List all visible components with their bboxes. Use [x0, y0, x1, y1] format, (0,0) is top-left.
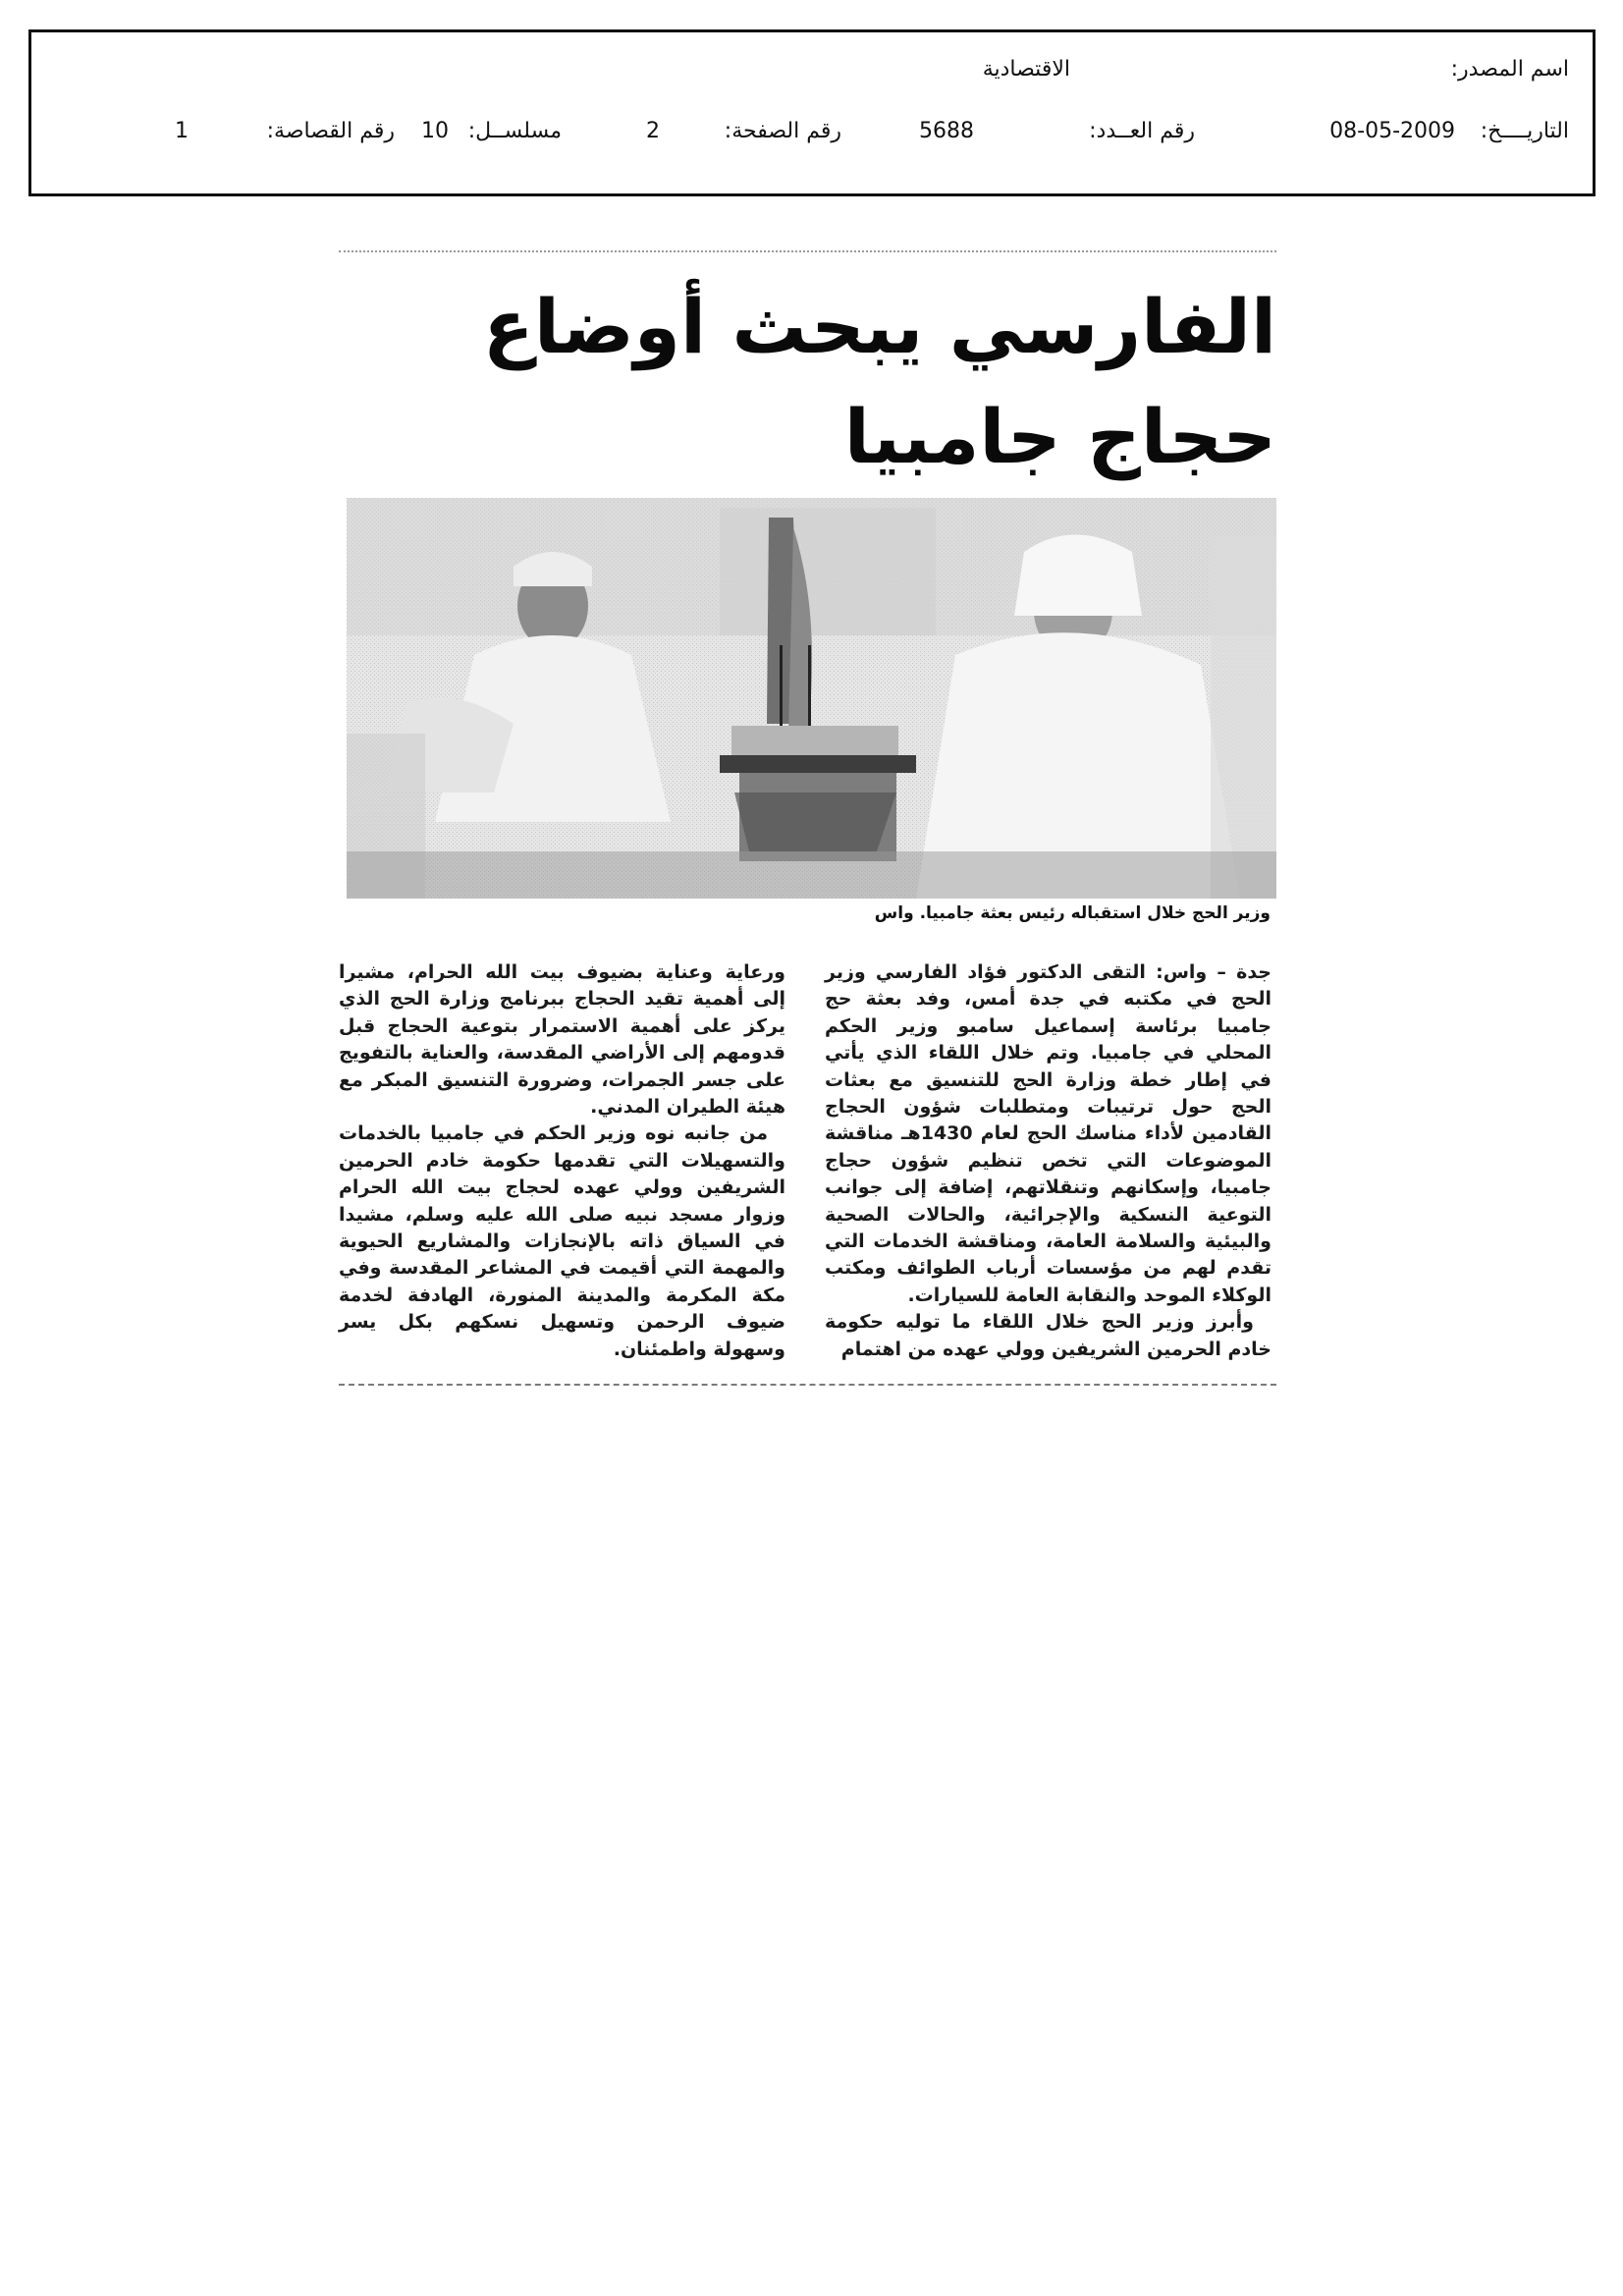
date-label: التاريــــخ: — [1480, 119, 1569, 143]
meeting-photo — [347, 498, 1276, 899]
metadata-row-source — [31, 57, 1593, 96]
clipping-top-edge — [339, 250, 1276, 264]
headline-line-1: الفارسي يبحث أوضاع حجاج جامبيا — [482, 283, 1276, 480]
issue-label: رقم العــدد: — [1089, 119, 1195, 143]
article-column-left — [339, 959, 785, 1363]
serial-label: مسلســل: — [467, 119, 562, 143]
newspaper-clipping — [339, 250, 1276, 1394]
source-label: اسم المصدر: — [1450, 57, 1569, 82]
serial-value: 10 — [421, 119, 449, 143]
date-value: 08-05-2009 — [1329, 119, 1455, 143]
clip-label: رقم القصاصة: — [266, 119, 395, 143]
clip-value: 1 — [175, 119, 189, 143]
issue-value: 5688 — [919, 119, 974, 143]
article-column-right — [825, 959, 1271, 1363]
meeting-photo-icon — [347, 498, 1276, 899]
photo-caption: وزير الحج خلال استقباله رئيس بعثة جامبيا. واس — [874, 903, 1271, 923]
article-paragraph: وأبرز وزير الحج خلال اللقاء ما توليه حكومة خادم الحرمين الشريفين وولي عهده من اهتمام — [825, 1311, 1271, 1360]
page-value: 2 — [646, 119, 660, 143]
source-value: الاقتصادية — [982, 57, 1070, 82]
article-paragraph: من جانبه نوه وزير الحكم في جامبيا بالخدمات والتسهيلات التي تقدمها حكومة خادم الحرمين الشريفين وولي عهده لحجاج بيت الله الحرام وزوار مسجد نبيه صلى الله عليه وسلم، مشيدا في السياق ذاته بالإنجازات والمشاريع الحيوية والمهمة التي أقيمت في المشاعر المقدسة وفي مكة المكرمة والمدينة المنورة، الهادفة لخدمة ضيوف الرحمن وتسهيل نسكهم بكل يسر وسهولة واطمئنان. — [339, 1122, 785, 1360]
article-paragraph: جدة – واس: التقى الدكتور فؤاد الفارسي وزير الحج في مكتبه في جدة أمس، وفد بعثة حج جامبيا برئاسة إسماعيل سامبو وزير الحكم المحلي في جامبيا. وتم خلال اللقاء الذي يأتي في إطار خطة وزارة الحج للتنسيق مع بعثات الحج حول ترتيبات ومتطلبات شؤون الحجاج القادمين لأداء مناسك الحج لعام 1430هـ مناقشة الموضوعات التي تخص تنظيم شؤون حجاج جامبيا، وإسكانهم وتنقلاتهم، إضافة إلى جوانب التوعية النسكية والإجرائية، والحالات الصحية والبيئية والسلامة العامة، ومناقشة الخدمات التي تقدم لهم من مؤسسات أرباب الطوائف ومكتب الوكلاء الموحد والنقابة العامة للسيارات. — [825, 961, 1271, 1306]
clipping-metadata-box — [28, 29, 1596, 196]
article-paragraph: ورعاية وعناية بضيوف بيت الله الحرام، مشيرا إلى أهمية تقيد الحجاج ببرنامج وزارة الحج الذي يركز على أهمية الاستمرار بتوعية الحجاج قبل قدومهم إلى الأراضي المقدسة، والعناية بالتفويج على جسر الجمرات، وضرورة التنسيق المبكر مع هيئة الطيران المدني. — [339, 961, 785, 1119]
page-label: رقم الصفحة: — [724, 119, 841, 143]
metadata-row-details — [31, 119, 1593, 158]
clipping-bottom-rule — [339, 1383, 1276, 1386]
